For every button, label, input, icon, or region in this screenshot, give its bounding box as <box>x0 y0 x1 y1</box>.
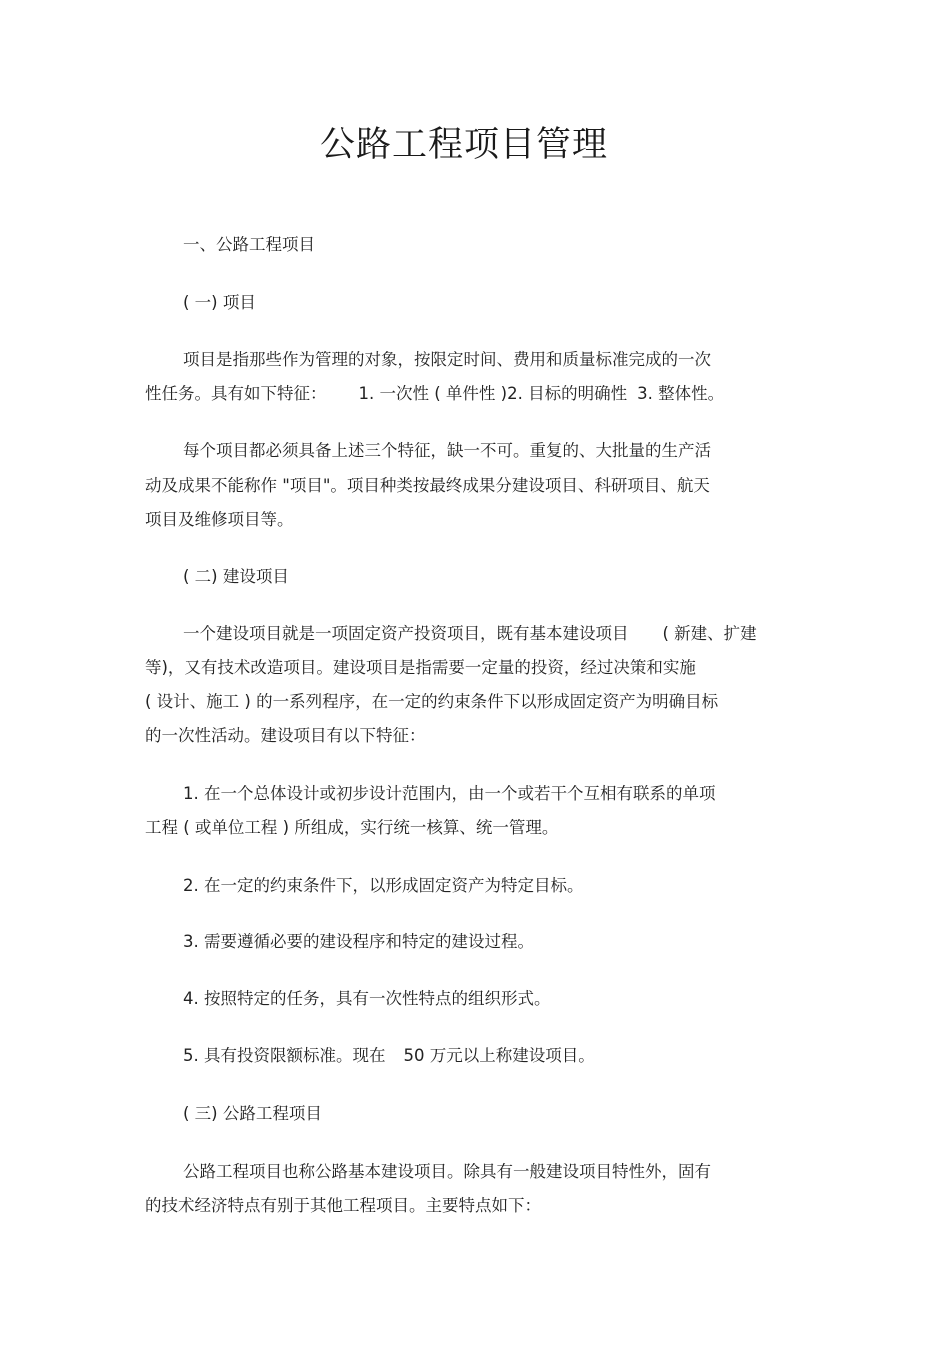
paragraph-line <box>145 381 724 407</box>
paragraph-line: 的技术经济特点有别于其他工程项目。主要特点如下： <box>145 1196 541 1215</box>
paragraph-line: 每个项目都必须具备上述三个特征，缺一不可。重复的、大批量的生产活 <box>183 441 711 460</box>
list-item-text: 50 万元以上称建设项目。 <box>403 1046 595 1065</box>
paragraph-text: 1. 一次性 ( 单件性 )2. 目标的明确性 <box>358 384 628 403</box>
document-title: 公路工程项目管理 <box>319 125 608 165</box>
paragraph-line: 项目及维修项目等。 <box>145 510 294 529</box>
paragraph-text: ( 新建、扩建 <box>662 624 757 643</box>
list-item-text: 5. 具有投资限额标准。现在 <box>183 1046 386 1065</box>
list-item: 3. 需要遵循必要的建设程序和特定的建设过程。 <box>183 932 534 951</box>
section-heading: 一、公路工程项目 <box>183 235 315 254</box>
paragraph-line: 的一次性活动。建设项目有以下特征： <box>145 726 426 745</box>
list-item-continuation: 工程 ( 或单位工程 ) 所组成，实行统一核算、统一管理。 <box>145 818 559 837</box>
paragraph-line: ( 设计、施工 ) 的一系列程序，在一定的约束条件下以形成固定资产为明确目标 <box>145 692 719 711</box>
paragraph-text: 3. 整体性。 <box>637 384 725 403</box>
paragraph-line: 等)，又有技术改造项目。建设项目是指需要一定量的投资，经过决策和实施 <box>145 658 696 677</box>
subsection-heading: ( 二) 建设项目 <box>183 567 289 586</box>
list-item: 4. 按照特定的任务，具有一次性特点的组织形式。 <box>183 989 551 1008</box>
subsection-heading: ( 三) 公路工程项目 <box>183 1104 322 1123</box>
list-item <box>183 1043 595 1069</box>
paragraph-text: 性任务。具有如下特征： <box>145 384 327 403</box>
paragraph-line: 动及成果不能称作 "项目"。项目种类按最终成果分建设项目、科研项目、航天 <box>145 476 710 495</box>
paragraph-line: 公路工程项目也称公路基本建设项目。除具有一般建设项目特性外，固有 <box>183 1162 711 1181</box>
list-item: 2. 在一定的约束条件下，以形成固定资产为特定目标。 <box>183 876 584 895</box>
paragraph-text: 一个建设项目就是一项固定资产投资项目，既有基本建设项目 <box>183 624 629 643</box>
paragraph-line: 项目是指那些作为管理的对象，按限定时间、费用和质量标准完成的一次 <box>183 350 711 369</box>
list-item: 1. 在一个总体设计或初步设计范围内，由一个或若干个互相有联系的单项 <box>183 784 716 803</box>
subsection-heading: ( 一) 项目 <box>183 293 256 312</box>
paragraph-line <box>183 621 757 647</box>
